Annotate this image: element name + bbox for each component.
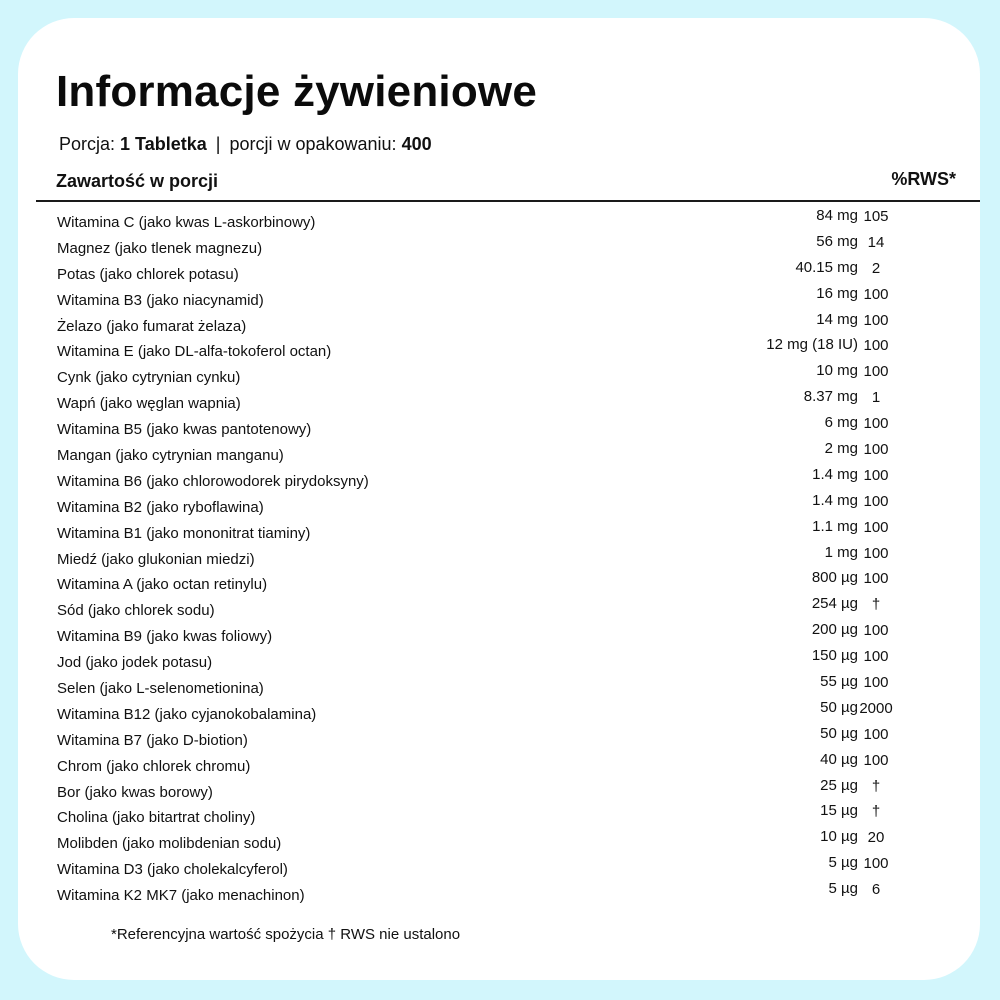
portion-value: 1 Tabletka	[120, 134, 207, 154]
nutrient-name: Witamina K2 MK7 (jako menachinon)	[57, 887, 305, 905]
nutrient-name: Witamina B12 (jako cyjanokobalamina)	[57, 705, 317, 723]
nutrient-amount: 254 µg	[811, 595, 858, 613]
nutrient-amount: 2 mg	[824, 440, 858, 458]
table-row	[18, 751, 980, 777]
table-row	[18, 802, 980, 828]
nutrient-name: Witamina B3 (jako niacynamid)	[57, 291, 264, 309]
table-row	[18, 880, 980, 906]
nutrient-rws: 14	[867, 233, 885, 251]
header-content: Zawartość w porcji	[56, 171, 219, 191]
nutrient-amount: 5 µg	[828, 854, 858, 872]
table-row	[18, 466, 980, 492]
serving-separator: |	[215, 134, 221, 154]
table-row	[18, 725, 980, 751]
nutrient-name: Sód (jako chlorek sodu)	[57, 602, 215, 620]
nutrient-rws: 2	[871, 259, 881, 277]
nutrient-rws: †	[871, 596, 881, 614]
table-row	[18, 362, 980, 388]
serving-info	[59, 133, 432, 155]
nutrient-name: Wapń (jako węglan wapnia)	[57, 395, 241, 413]
nutrient-amount: 1.1 mg	[812, 517, 858, 535]
nutrient-amount: 10 mg	[816, 362, 858, 380]
table-row	[18, 621, 980, 647]
nutrient-name: Jod (jako jodek potasu)	[57, 654, 213, 672]
nutrient-name: Potas (jako chlorek potasu)	[57, 265, 239, 283]
nutrient-rws: †	[871, 803, 881, 821]
nutrient-amount: 200 µg	[811, 621, 858, 639]
nutrient-name: Żelazo (jako fumarat żelaza)	[57, 317, 247, 335]
footnote: *Referencyjna wartość spożycia † RWS nie ustalono	[111, 926, 461, 943]
table-row	[18, 777, 980, 803]
nutrient-amount: 15 µg	[820, 802, 858, 820]
portion-label: Porcja:	[59, 134, 116, 154]
nutrient-name: Witamina B6 (jako chlorowodorek pirydoksyny)	[57, 472, 369, 490]
nutrient-amount: 8.37 mg	[803, 388, 858, 406]
nutrient-name: Witamina E (jako DL-alfa-tokoferol octan)	[57, 343, 332, 361]
nutrient-rws: 20	[867, 829, 885, 847]
nutrient-name: Miedź (jako glukonian miedzi)	[57, 550, 255, 568]
nutrient-name: Witamina A (jako octan retinylu)	[57, 576, 268, 594]
nutrient-name: Witamina B1 (jako mononitrat tiaminy)	[57, 524, 311, 542]
nutrient-table	[18, 207, 980, 906]
nutrient-rws: 100	[863, 311, 889, 329]
nutrient-amount: 14 mg	[816, 310, 858, 328]
table-row	[18, 388, 980, 414]
table-row	[18, 336, 980, 362]
table-row	[18, 518, 980, 544]
table-row	[18, 595, 980, 621]
page-title: Informacje żywieniowe	[56, 67, 538, 116]
nutrient-amount: 40.15 mg	[795, 258, 858, 276]
nutrient-rws: 100	[863, 518, 889, 536]
nutrient-amount: 40 µg	[820, 750, 858, 768]
nutrient-amount: 1.4 mg	[812, 491, 858, 509]
nutrient-rws: 100	[863, 648, 889, 666]
nutrient-amount: 5 µg	[828, 880, 858, 898]
nutrient-rws: 6	[871, 881, 881, 899]
nutrient-amount: 800 µg	[811, 569, 858, 587]
nutrient-amount: 56 mg	[816, 232, 858, 250]
nutrient-rws: 100	[863, 363, 889, 381]
table-row	[18, 828, 980, 854]
table-row	[18, 569, 980, 595]
nutrient-rws: 100	[863, 751, 889, 769]
nutrient-name: Molibden (jako molibdenian sodu)	[57, 835, 282, 853]
nutrient-amount: 16 mg	[816, 284, 858, 302]
table-row	[18, 414, 980, 440]
nutrient-name: Cholina (jako bitartrat choliny)	[57, 809, 256, 827]
nutrient-amount: 6 mg	[824, 414, 858, 432]
nutrient-rws: 100	[863, 466, 889, 484]
nutrient-name: Witamina B2 (jako ryboflawina)	[57, 498, 264, 516]
header-divider	[36, 200, 980, 202]
table-row	[18, 647, 980, 673]
nutrition-card	[18, 18, 980, 980]
nutrient-amount: 25 µg	[820, 776, 858, 794]
nutrient-name: Witamina C (jako kwas L-askorbinowy)	[57, 214, 316, 231]
nutrient-amount: 150 µg	[811, 647, 858, 665]
nutrient-rws: 100	[863, 285, 889, 303]
nutrient-amount: 10 µg	[820, 828, 858, 846]
table-row	[18, 207, 980, 233]
table-row	[18, 440, 980, 466]
nutrient-rws: 100	[863, 415, 889, 433]
nutrient-name: Witamina D3 (jako cholekalcyferol)	[57, 861, 288, 879]
nutrient-rws: 105	[863, 208, 889, 225]
nutrient-rws: 100	[863, 337, 889, 355]
table-row	[18, 285, 980, 311]
nutrient-rws: 100	[863, 544, 889, 562]
count-label: porcji w opakowaniu:	[229, 134, 397, 154]
table-row	[18, 259, 980, 285]
nutrient-amount: 1.4 mg	[812, 465, 858, 483]
table-row	[18, 544, 980, 570]
nutrient-amount: 55 µg	[820, 673, 858, 691]
nutrient-name: Cynk (jako cytrynian cynku)	[57, 369, 241, 387]
table-row	[18, 673, 980, 699]
table-row	[18, 233, 980, 259]
nutrient-rws: 100	[863, 492, 889, 510]
nutrient-amount: 12 mg (18 IU)	[766, 336, 858, 354]
nutrient-rws: 100	[863, 674, 889, 692]
count-value: 400	[401, 134, 432, 154]
nutrient-rws: 100	[863, 622, 889, 640]
nutrient-name: Chrom (jako chlorek chromu)	[57, 757, 251, 775]
table-row	[18, 699, 980, 725]
header-rws: %RWS*	[891, 169, 956, 189]
nutrient-amount: 50 µg	[820, 698, 858, 716]
nutrient-name: Magnez (jako tlenek magnezu)	[57, 239, 263, 257]
table-row	[18, 311, 980, 337]
nutrient-rws: 100	[863, 855, 889, 873]
nutrient-rws: 1	[871, 389, 881, 407]
nutrient-rws: 2000	[859, 699, 893, 717]
nutrient-amount: 1 mg	[824, 543, 858, 561]
nutrient-rws: 100	[863, 441, 889, 459]
nutrient-name: Mangan (jako cytrynian manganu)	[57, 447, 284, 465]
table-row	[18, 854, 980, 880]
nutrient-rws: 100	[863, 570, 889, 588]
nutrient-rws: 100	[863, 725, 889, 743]
nutrient-name: Witamina B7 (jako D-biotion)	[57, 731, 248, 749]
nutrient-amount: 50 µg	[820, 724, 858, 742]
nutrient-name: Bor (jako kwas borowy)	[57, 783, 213, 801]
table-row	[18, 492, 980, 518]
nutrient-rws: †	[871, 777, 881, 795]
nutrient-name: Selen (jako L-selenometionina)	[57, 680, 264, 698]
nutrient-name: Witamina B9 (jako kwas foliowy)	[57, 628, 273, 646]
nutrient-name: Witamina B5 (jako kwas pantotenowy)	[57, 421, 312, 439]
nutrient-amount: 84 mg	[816, 207, 858, 224]
